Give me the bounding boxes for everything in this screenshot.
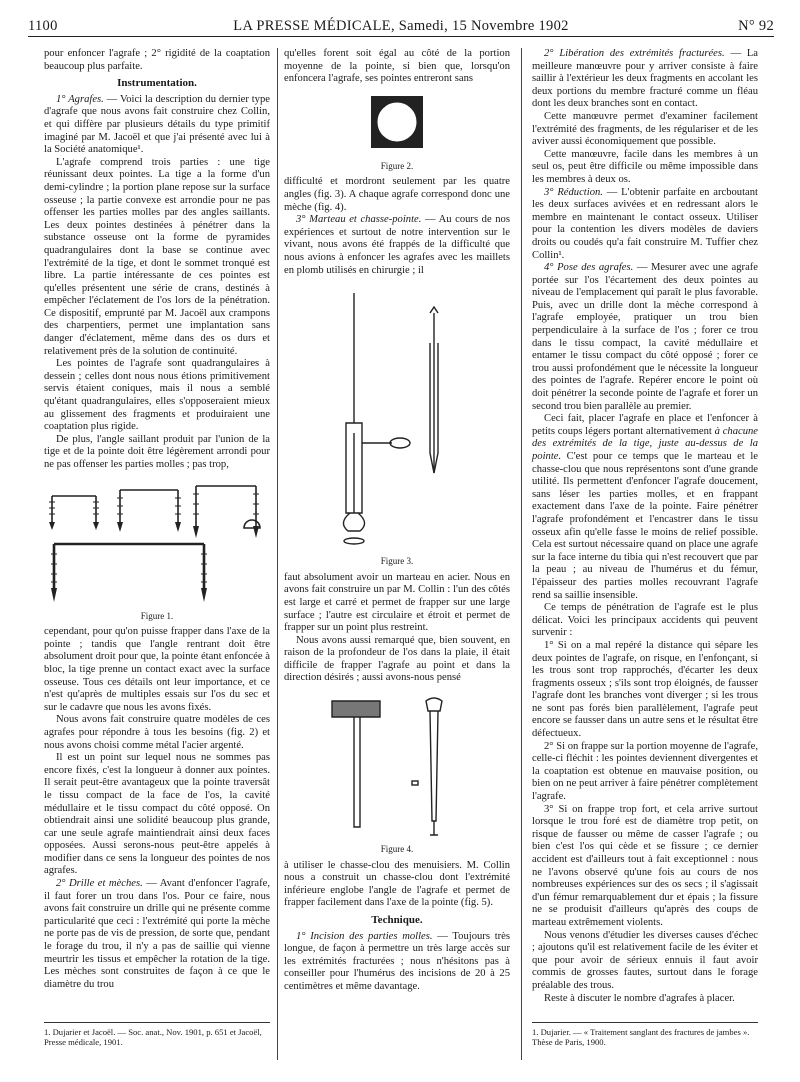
page-header — [28, 14, 774, 37]
column-divider — [521, 48, 522, 1060]
paragraph: 3° Marteau et chasse-pointe. — Au cours de nos expériences et surtout de notre intervention sur le vivant, nous avons été frappés de la difficulté que nous avions à enfoncer les agrafes avec les maillets en plomb utilisés en chirurgie ; il — [284, 214, 510, 276]
journal-title: LA PRESSE MÉDICALE, Samedi, 15 Novembre 1902 — [233, 18, 569, 34]
paragraph: 3° Réduction. — L'obtenir parfaite en arcboutant les deux surfaces avivées et en redressant alors le membre en maintenant le contact osseux. Utiliser pour la contention les divers modèles de daviers droits ou coudés qu'a fait construire M. Tuffier chez Collin¹. — [532, 186, 758, 261]
figure-1 — [44, 478, 270, 623]
figure-caption: Figure 3. — [380, 556, 414, 567]
paragraph: 1° Agrafes. — Voici la description du dernier type d'agrafe que nous avons fait construire chez Collin, et qui diffère par plusieurs détails du type primitif imaginé par M. Jacoël et que j'ai présenté avec lui à la Société anatomique¹. — [44, 93, 270, 156]
issue-number: N° 92 — [738, 18, 774, 34]
paragraph: Reste à discuter le nombre d'agrafes à placer. — [544, 992, 735, 1004]
paragraph: pour enfoncer l'agrafe ; 2° rigidité de la coaptation beaucoup plus parfaite. — [44, 48, 270, 72]
paragraph: L'agrafe comprend trois parties : une tige réunissant deux pointes. La tige a la forme d'un demi-cylindre ; la portion plane repose sur la surface osseuse ; la partie convexe est arrondie pour ne pas offenser les parties molles par des angles saillants. Les deux pointes destinées à pénétrer dans la substance osseuse ont la forme de pyramides quadrangulaires dont la base se continue avec l'extrémité de la tige, et dont le sommet tronqué est libre. La partie intéressante de ces pointes est qu'elles présentent une série de crans, destinés à empêcher l'éclatement de l'os lors de la pénétration. Ce dispositif, emprunté par M. Jacoël aux crampons des charpentiers, permet une implantation sans danger d'éclatement, même dans des os durs et relativement près de la solution de continuité. — [44, 156, 270, 357]
paragraph-label: 2° Libération des extrémités fracturées. — [544, 48, 725, 59]
drill-illustration — [284, 283, 510, 553]
paragraph: 2° Si on frappe sur la portion moyenne de l'agrafe, celle-ci fléchit : les pointes deviennent divergentes et la coaptation est obtenue en mauvaise position, ou bien on ne peut arriver à faire pénétrer complètement l'agrafe. — [532, 740, 758, 803]
page-number: 1100 — [28, 18, 58, 34]
paragraph: 1° Incision des parties molles. — Toujours très longue, de façon à permettre un très large accès sur les extrémités fracturées ; nous n'hésitons pas à conseiller pour l'humérus des incisions de 20 à 25 centimètres et même davantage. — [284, 930, 510, 992]
paragraph: Cette manœuvre permet d'examiner facilement l'extrémité des fragments, de les régulariser et de les aviver aussi économiquement que possible. — [532, 110, 758, 148]
section-heading: Instrumentation. — [117, 77, 197, 90]
paragraph: 2° Libération des extrémités fracturées. — La meilleure manœuvre pour y arriver consiste à faire saillir à l'extérieur les deux fragments en accolant les deux portions du membre fracturé comme un fléau dont les deux branches sont en contact. — [532, 48, 758, 110]
paragraph-label: 1° Agrafes. — [56, 93, 104, 105]
paragraph: Les pointes de l'agrafe sont quadrangulaires à dessein ; celles dont nous nous étions primitivement servis étaient coniques, mais il nous a semblé qu'étant quadrangulaires, elles s'opposeraient mieux au glissement des fragments et produiraient une coaptation plus rigide. — [44, 358, 270, 433]
paragraph: à utiliser le chasse-clou des menuisiers. M. Collin nous a construit un chasse-clou dont l'extrémité inférieure englobe l'angle de l'agrafe et permet de frapper facilement dans l'axe de la pointe (fig. 5). — [284, 859, 510, 909]
figure-2 — [284, 92, 510, 173]
paragraph: qu'elles forent soit égal au côté de la portion moyenne de la pointe, si bien que, lorsqu'on enfoncera l'agrafe, ses pointes entreront sans — [284, 48, 510, 85]
column-divider — [277, 48, 278, 1060]
paragraph: faut absolument avoir un marteau en acier. Nous en avons fait construire un par M. Collin : l'un des côtés est large et carré et permet de frapper sur une large surface ; l'autre est circulaire et étroit et permet de frapper sur un point plus restreint. — [284, 571, 510, 634]
figure-caption: Figure 1. — [140, 610, 174, 621]
paragraph-label: 1° Incision des parties molles. — [296, 930, 433, 942]
paragraph: difficulté et mordront seulement par les quatre angles (fig. 3). A chaque agrafe correspond donc une mèche (fig. 4). — [284, 176, 510, 213]
hammer-and-punch-illustration — [284, 691, 510, 841]
figure-3 — [284, 283, 510, 568]
column-1 — [44, 48, 270, 991]
paragraph-label: 3° Réduction. — [544, 186, 603, 198]
footnote: 1. Dujarier et Jacoël. — Soc. anat., Nov. 1901, p. 651 et Jacoël, Presse médicale, 1901. — [44, 1022, 270, 1048]
paragraph-label: 2° Drille et mèches. — [56, 878, 143, 890]
paragraph: Nous avons fait construire quatre modèles de ces agrafes pour répondre à tous les besoins (fig. 2) et nous avons choisi comme métal l'acier argenté. — [44, 714, 270, 751]
paragraph: Cette manœuvre, facile dans les membres à un seul os, peut être difficile ou même impossible dans les membres à deux os. — [532, 148, 758, 185]
paragraph: cependant, pour qu'on puisse frapper dans l'axe de la pointe ; tandis que l'angle rentrant doit être absolument droit pour que, la pointe étant enfoncée à bloc, la tige prenne un contact exact avec la surface osseuse. Tous ces détails ont leur importance, et ce n'est qu'après de multiples essais sur l'os du sec et sur le cadavre que nous les avons fixés. — [44, 626, 270, 713]
figure-caption: Figure 2. — [380, 160, 414, 171]
column-2 — [284, 48, 510, 994]
figure-caption: Figure 4. — [380, 844, 414, 855]
emphasis: à chacune des extrémités de la tige, juste au-dessus de la pointe. — [532, 425, 758, 462]
paragraph: 4° Pose des agrafes. — Mesurer avec une agrafe portée sur l'os l'écartement des deux pointes au niveau de l'emplacement qui paraît le plus favorable. Puis, avec un drille dont la mèche correspond à l'agrafe employée, pratiquer un trou bien perpendiculaire à la surface de l'os ; forer ce trou dans le tissu compact, la cavité médullaire et entamer le tissu compact du côté opposé ; forer ce trou aussi profondément que le nécessite la longueur des pointes de l'agrafe. Repérer encore le point où doit pénétrer la seconde pointe de l'agrafe et forer un second trou bien parallèle au premier. — [532, 262, 758, 412]
paragraph: De plus, l'angle saillant produit par l'union de la tige et de la pointe doit être légèrement arrondi pour ne pas offenser les parties molles ; pas trop, — [44, 433, 270, 470]
paragraph: Nous avons aussi remarqué que, bien souvent, en raison de la profondeur de l'os dans la plaie, il était difficile de frapper l'agrafe au point et dans la direction désirés ; aussi avons-nous pensé — [284, 634, 510, 684]
paragraph: 2° Drille et mèches. — Avant d'enfoncer l'agrafe, il faut forer un trou dans l'os. Pour ce faire, nous avons fait construire un drille qui ne présente comme particularité que ceci : l'extrémité qui porte la mèche ne porte pas de vis de pression, de sorte que, pendant le forage du trou, il n'y a pas de saillie qui vienne meurtrir les tissus et empêcher la rotation de la tige. Les mèches sont construites de façon à ce que le diamètre du trou — [44, 878, 270, 990]
footnote: 1. Dujarier. — « Traitement sanglant des fractures de jambes ». Thèse de Paris, 1900. — [532, 1022, 758, 1048]
paragraph: Ceci fait, placer l'agrafe en place et l'enfoncer à petits coups légers portant alternativement à chacune des extrémités de la tige, juste au-dessus de la pointe. C'est pour ce temps que le marteau et le chasse-clou que nous représentons sont d'une grande utilité. Ils permettent d'enfoncer l'agrafe doucement, sans léser les parties molles, et en frappant exactement dans l'axe de la pointe. Faire pénétrer l'agrafe profondément et l'encastrer dans le tissu osseux afin qu'elle fasse le moins de relief possible. Cela est surtout nécessaire quand on place une agrafe sur la face interne du tibia qui n'est recouvert que par la peau ; au niveau de l'humérus et du fémur, l'épaisseur des parties molles recouvrant l'agrafe rend sa saillie insensible. — [532, 413, 758, 601]
paragraph-label: 4° Pose des agrafes. — [544, 262, 634, 274]
paragraph: 3° Si on frappe trop fort, et cela arrive surtout lorsque le trou foré est de diamètre trop petit, on risque de fausser ou même de casser l'agrafe ; ou bien c'est l'os qui cède et se fissure ; ce dernier accident est d'ailleurs tout à fait exceptionnel : nous ne l'avons observé qu'une fois au cours de nos nombreuses expériences sur des os secs ; il s'agissait d'un fémur remarquablement dur et épais ; la fissure ne se produisit d'ailleurs qu'après des coups de marteau extrêmement violents. — [532, 803, 758, 928]
staple-cross-section-illustration — [357, 92, 437, 158]
paragraph: Nous venons d'étudier les diverses causes d'échec ; ajoutons qu'il est relativement facile de les éviter et que pour avoir de sérieux ennuis il faut avoir commis de grosses fautes, surtout dans le forage préalable des trous. — [532, 929, 758, 991]
paragraph-label: 3° Marteau et chasse-pointe. — [296, 214, 422, 226]
figure-4 — [284, 691, 510, 856]
section-heading: Technique. — [371, 914, 423, 927]
paragraph: Ce temps de pénétration de l'agrafe est le plus délicat. Voici les principaux accidents qui peuvent survenir : — [532, 602, 758, 639]
column-3 — [532, 48, 758, 1005]
staples-illustration — [44, 478, 270, 608]
paragraph: Il est un point sur lequel nous ne sommes pas encore fixés, c'est la longueur à donner aux pointes. Il serait peut-être avantageux que la pointe traversât le tissu compact de la face de l'os, la cavité médullaire et le tissu compact du côté opposé. On obtiendrait ainsi une solidité beaucoup plus grande, car une seule agrafe maintiendrait ainsi deux faces opposées. Aussi serons-nous peut-être appelés à modifier dans ce sens la longueur des pointes de nos agrafes. — [44, 752, 270, 877]
paragraph: 1° Si on a mal repéré la distance qui sépare les deux pointes de l'agrafe, on risque, en l'enfonçant, si les trous sont trop rapprochés, d'écarter les deux fragments osseux ; s'ils sont trop éloignés, de fausser l'agrafe dont les branches vont diverger ; si les trous ne sont pas forés bien parallèlement, l'agrafe peut encore se fausser dans un autre sens et le résultat être défectueux. — [532, 639, 758, 740]
